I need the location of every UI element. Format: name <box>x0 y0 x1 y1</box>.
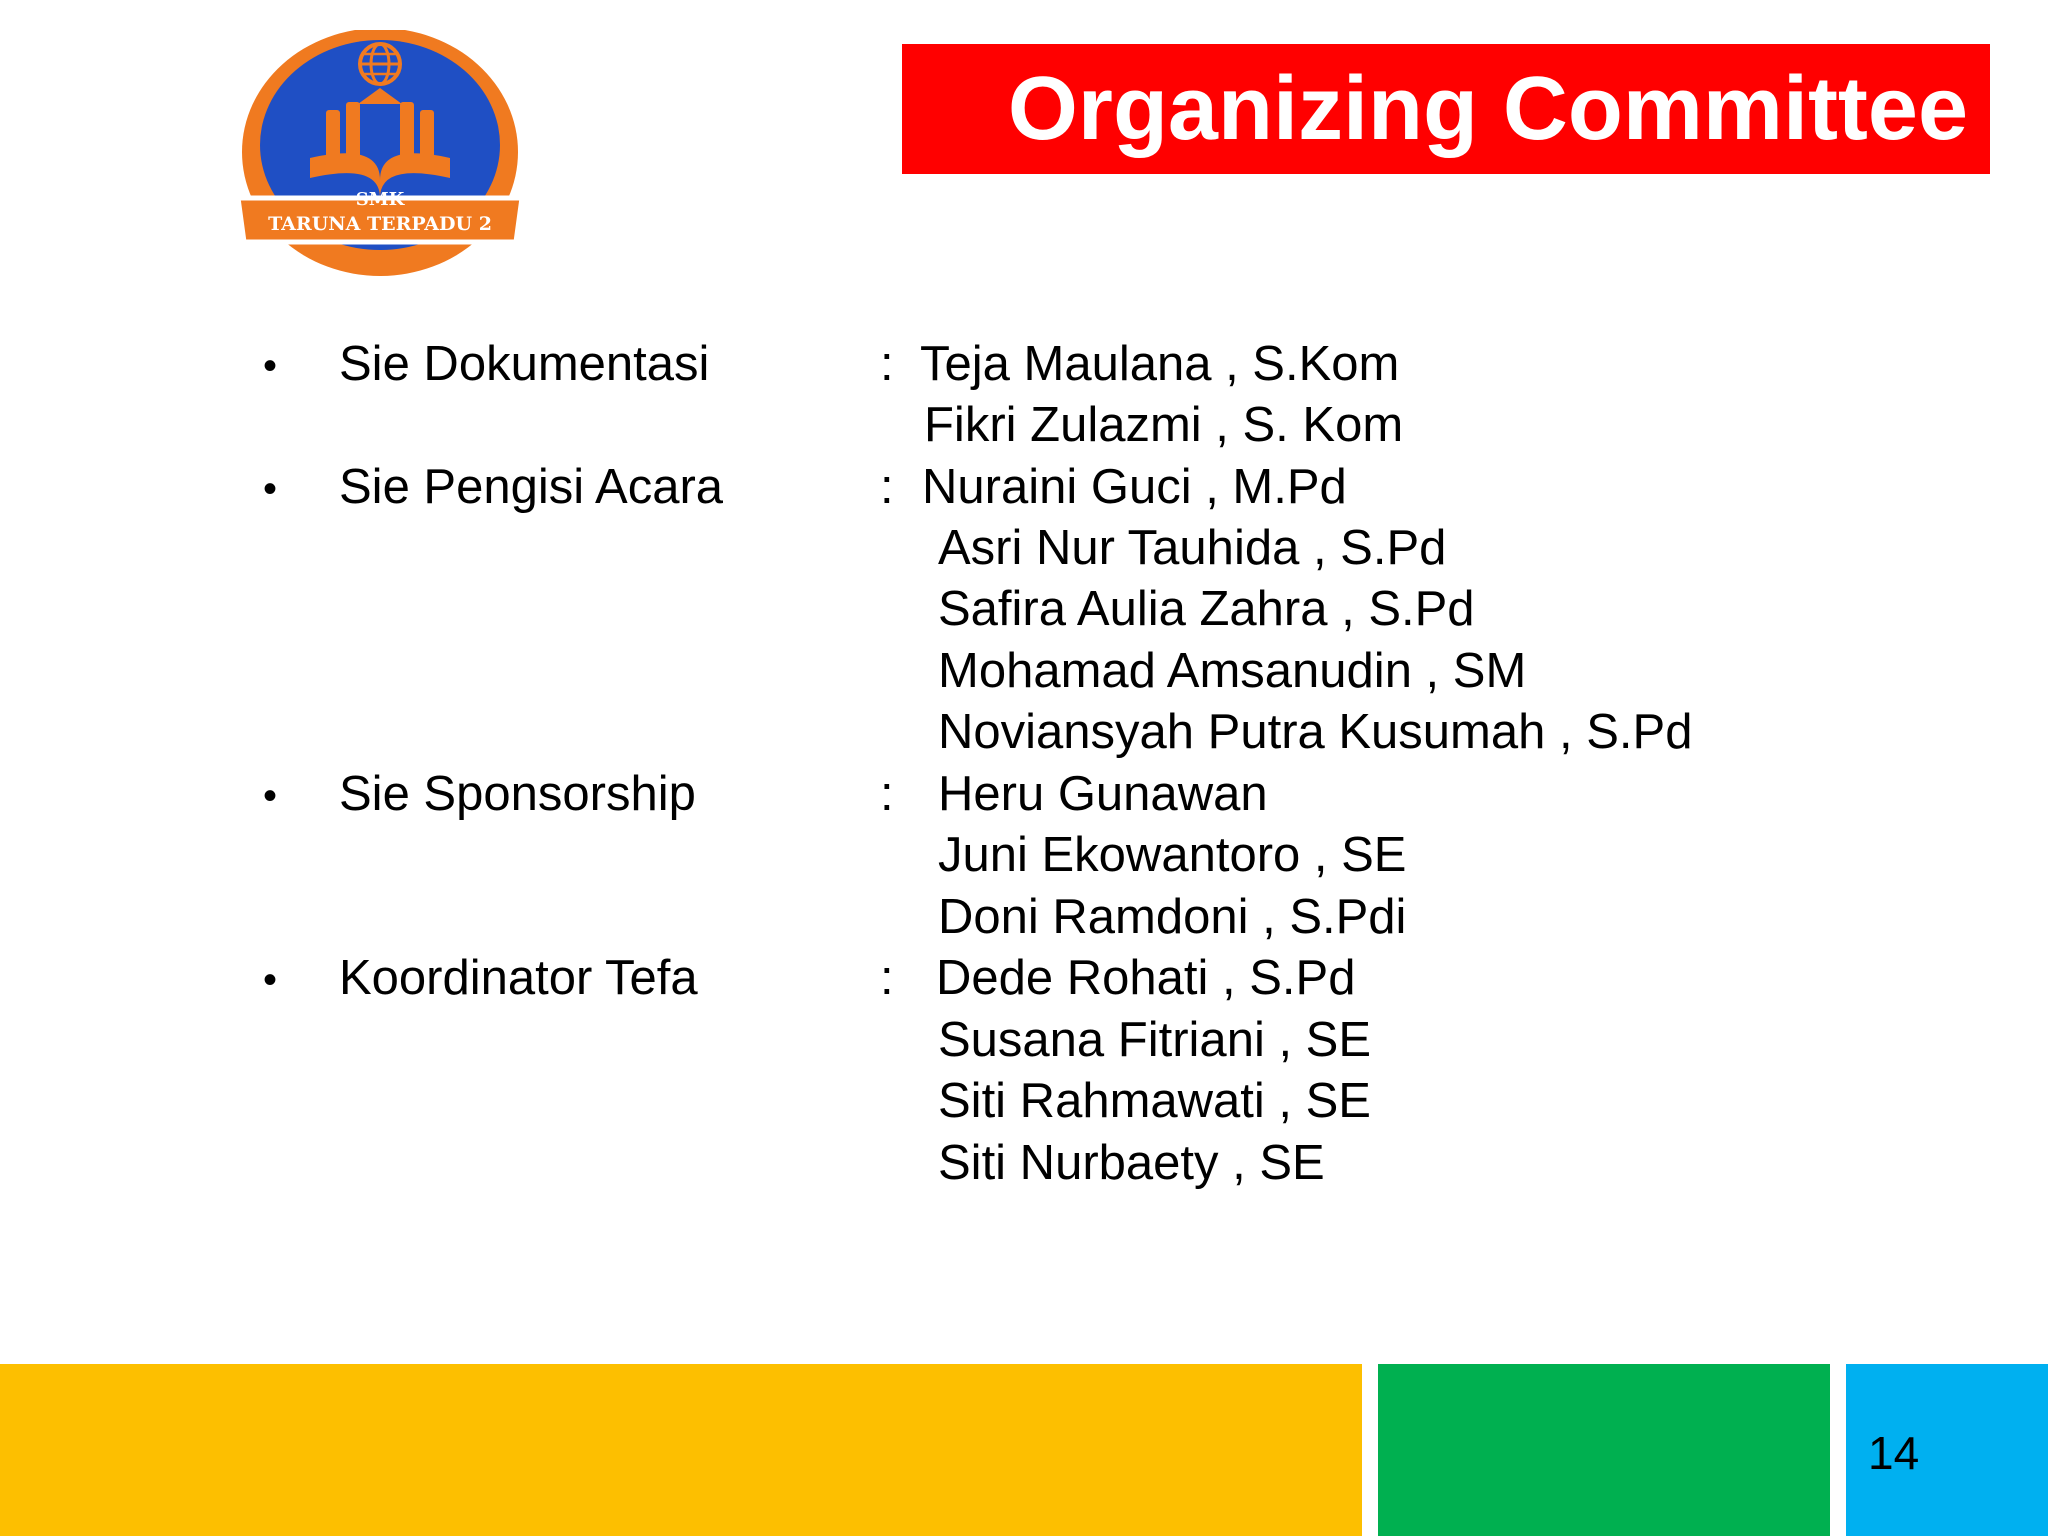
slide-title: Organizing Committee <box>1007 59 1968 159</box>
separator: : <box>880 460 894 514</box>
member-name: Teja Maulana , S.Kom <box>920 337 1400 391</box>
section-label: Sie Pengisi Acara <box>339 460 724 514</box>
bullet-icon: • <box>263 344 278 388</box>
member-name: Juni Ekowantoro , SE <box>938 828 1407 882</box>
bullet-icon: • <box>263 958 278 1002</box>
section-label: Koordinator Tefa <box>339 951 698 1005</box>
footer-bar-green <box>1378 1364 1830 1536</box>
member-name: Siti Rahmawati , SE <box>938 1074 1371 1128</box>
member-name: Noviansyah Putra Kusumah , S.Pd <box>938 705 1693 759</box>
logo-text-smk: SMK <box>355 189 405 210</box>
page-number: 14 <box>1868 1427 1920 1479</box>
footer-bar-yellow <box>0 1364 1362 1536</box>
member-name: Fikri Zulazmi , S. Kom <box>924 398 1404 452</box>
member-name: Siti Nurbaety , SE <box>938 1136 1325 1190</box>
member-name: Nuraini Guci , M.Pd <box>922 460 1347 514</box>
member-name: Susana Fitriani , SE <box>938 1013 1372 1067</box>
section-label: Sie Dokumentasi <box>339 337 710 391</box>
bullet-icon: • <box>263 467 278 511</box>
member-name: Doni Ramdoni , S.Pdi <box>938 890 1407 944</box>
separator: : <box>880 767 894 821</box>
separator: : <box>880 951 894 1005</box>
separator: : <box>880 337 894 391</box>
member-name: Safira Aulia Zahra , S.Pd <box>938 582 1475 636</box>
member-name: Heru Gunawan <box>938 767 1268 821</box>
bullet-icon: • <box>263 774 278 818</box>
member-name: Mohamad Amsanudin , SM <box>938 644 1527 698</box>
logo-text-school: TARUNA TERPADU 2 <box>268 213 492 235</box>
member-name: Asri Nur Tauhida , S.Pd <box>938 521 1447 575</box>
member-name: Dede Rohati , S.Pd <box>936 951 1356 1005</box>
section-label: Sie Sponsorship <box>339 767 696 821</box>
